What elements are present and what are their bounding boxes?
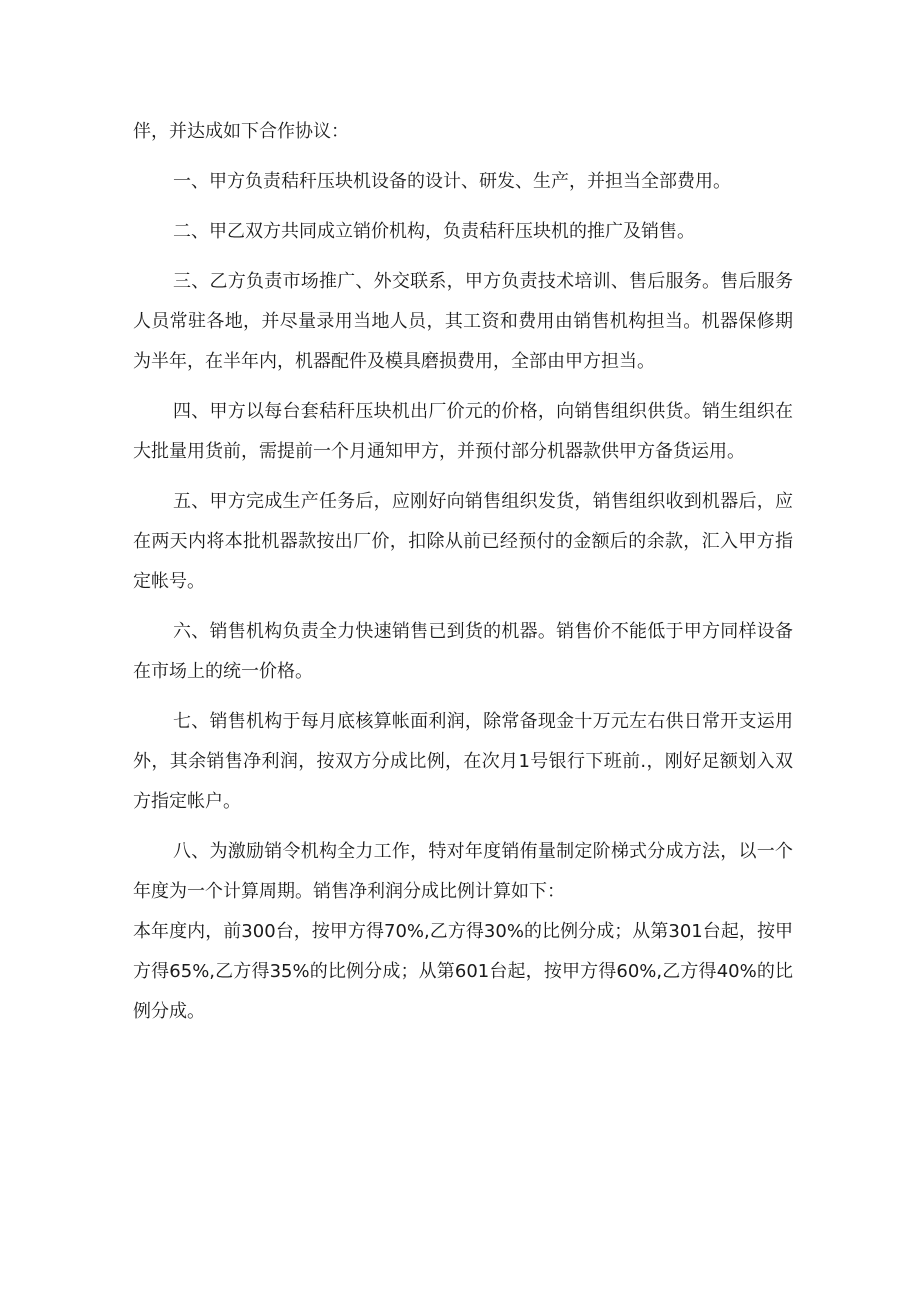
clause-6: 六、销售机构负责全力快速销售已到货的机器。销售价不能低于甲方同样设备在市场上的统一价格。: [133, 621, 793, 682]
clause-8: 八、为激励销令机构全力工作，特对年度销侑量制定阶梯式分成方法，以一个年度为一个计算周期。销售净利润分成比例计算如下：: [133, 841, 793, 902]
profit-share-details: 本年度内，前300台，按甲方得70%,乙方得30%的比例分成；从第301台起，按甲方得65%,乙方得35%的比例分成；从第601台起，按甲方得60%,乙方得40%的比例分成。: [133, 921, 793, 1022]
document-body: [133, 112, 793, 1042]
clause-7: 七、销售机构于每月底核算帐面利润，除常备现金十万元左右供日常开支运用外，其余销售净利润，按双方分成比例，在次月1号银行下班前.，刚好足额划入双方指定帐户。: [133, 711, 793, 812]
clause-3: 三、乙方负责市场推广、外交联系，甲方负责技术培训、售后服务。售后服务人员常驻各地，并尽量录用当地人员，其工资和费用由销售机构担当。机器保修期为半年，在半年内，机器配件及模具磨损费用，全部由甲方担当。: [133, 271, 793, 372]
clause-5: 五、甲方完成生产任务后，应刚好向销售组织发货，销售组织收到机器后，应在两天内将本批机器款按出厂价，扣除从前已经预付的金额后的余款，汇入甲方指定帐号。: [133, 491, 793, 592]
clause-4: 四、甲方以每台套秸秆压块机出厂价元的价格，向销售组织供货。销生组织在大批量用货前，需提前一个月通知甲方，并预付部分机器款供甲方备货运用。: [133, 401, 793, 462]
paragraph-intro-continuation: 伴，并达成如下合作协议：: [133, 121, 349, 142]
clause-1: 一、甲方负责秸秆压块机设备的设计、研发、生产，并担当全部费用。: [173, 171, 731, 192]
clause-2: 二、甲乙双方共同成立销价机构，负责秸秆压块机的推广及销售。: [173, 221, 695, 242]
